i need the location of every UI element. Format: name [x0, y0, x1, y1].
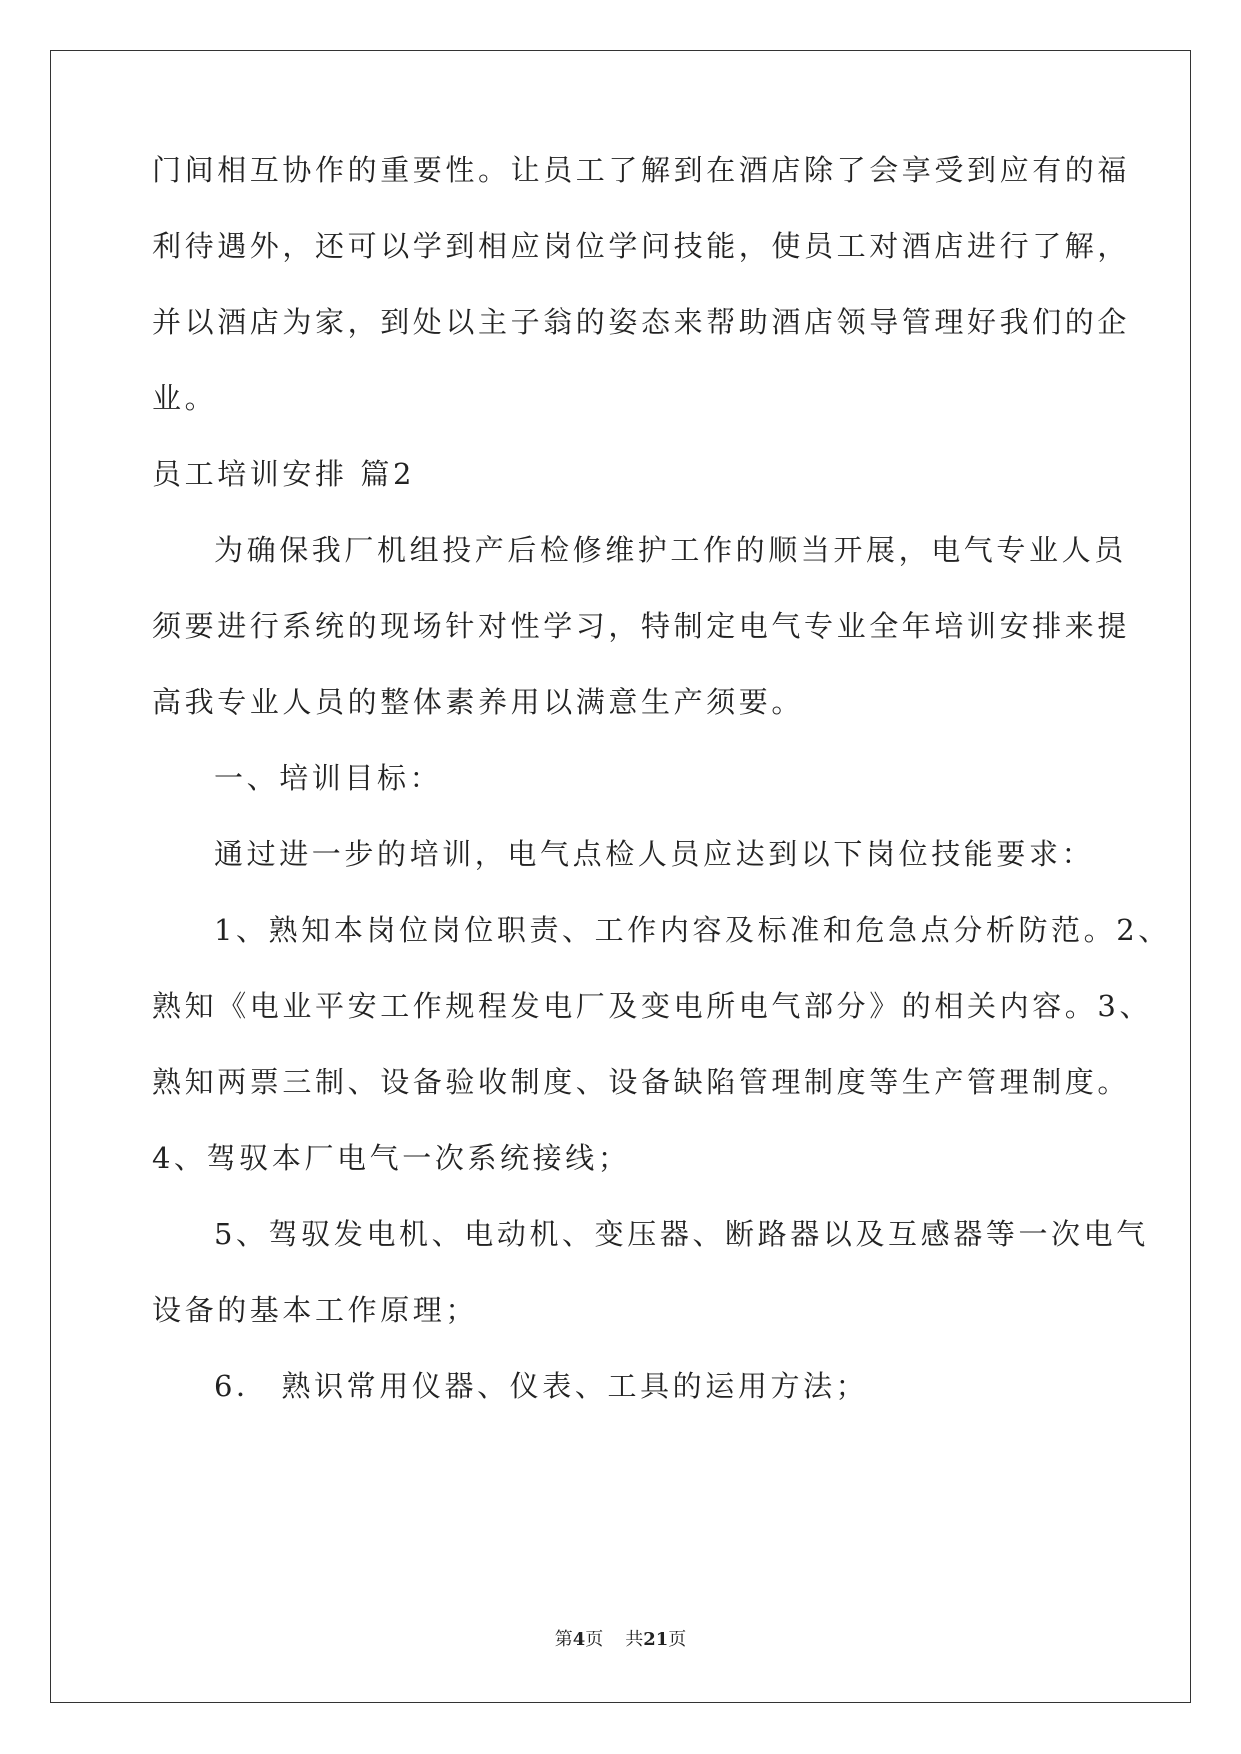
text-line: 5、驾驭发电机、电动机、变压器、断路器以及互感器等一次电气 [214, 1217, 1149, 1251]
page-footer [0, 1628, 1241, 1652]
page-unit: 页 [585, 1629, 604, 1650]
text-line: 4、驾驭本厂电气一次系统接线； [152, 1141, 631, 1175]
text-line: 门间相互协作的重要性。让员工了解到在酒店除了会享受到应有的福 [152, 153, 1131, 187]
text-line: 设备的基本工作原理； [152, 1293, 479, 1327]
text-line: 利待遇外，还可以学到相应岗位学问技能，使员工对酒店进行了解， [152, 229, 1131, 263]
section-heading: 员工培训安排 篇2 [152, 457, 416, 491]
total-pages: 21 [643, 1629, 669, 1650]
text-line: 为确保我厂机组投产后检修维护工作的顺当开展，电气专业人员 [214, 533, 1127, 567]
text-line: 高我专业人员的整体素养用以满意生产须要。 [152, 685, 805, 719]
text-line: 1、熟知本岗位岗位职责、工作内容及标准和危急点分析防范。2、 [214, 913, 1171, 947]
text-line: 熟知两票三制、设备验收制度、设备缺陷管理制度等生产管理制度。 [152, 1065, 1131, 1099]
total-prefix: 共 [625, 1629, 644, 1650]
page-number: 4 [572, 1629, 586, 1650]
subsection-heading: 一、培训目标： [214, 761, 443, 795]
page-frame [50, 50, 1191, 1703]
text-line: 业。 [152, 381, 218, 415]
text-line: 通过进一步的培训，电气点检人员应达到以下岗位技能要求： [214, 837, 1095, 871]
text-line: 6． 熟识常用仪器、仪表、工具的运用方法； [214, 1369, 869, 1403]
page-prefix: 第 [554, 1629, 573, 1650]
text-line: 须要进行系统的现场针对性学习，特制定电气专业全年培训安排来提 [152, 609, 1131, 643]
total-unit: 页 [668, 1629, 687, 1650]
text-line: 并以酒店为家，到处以主子翁的姿态来帮助酒店领导管理好我们的企 [152, 305, 1131, 339]
text-line: 熟知《电业平安工作规程发电厂及变电所电气部分》的相关内容。3、 [152, 989, 1153, 1023]
